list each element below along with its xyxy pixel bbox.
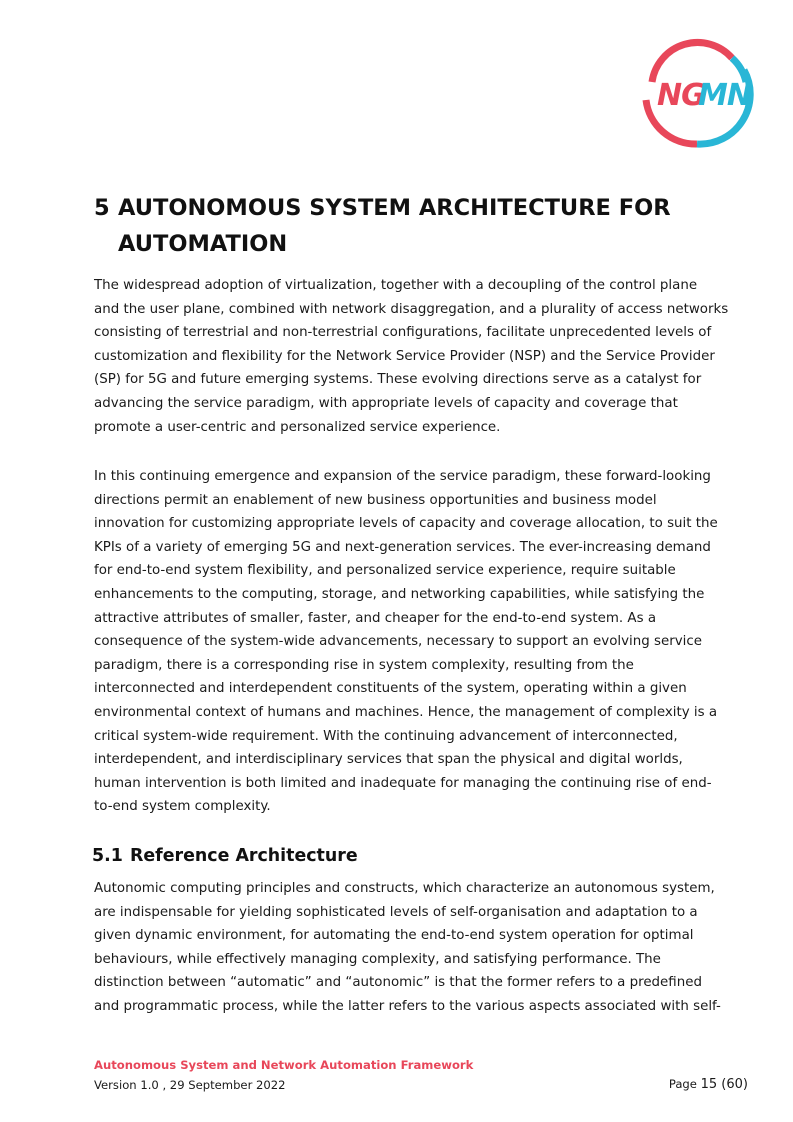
text-line: In this continuing emergence and expansion of the service paradigm, these forward-looking	[94, 469, 711, 484]
section-number: 5.1	[92, 846, 123, 866]
text-line: enhancements to the computing, storage, and networking capabilities, while satisfying the	[94, 586, 705, 602]
ngmn-logo	[634, 30, 760, 156]
text-line: distinction between “automatic” and “autonomic” is that the former refers to a predefined	[94, 975, 702, 991]
footer-page-number	[669, 1077, 748, 1092]
section-paragraph	[94, 877, 719, 1019]
text-line: customization and flexibility for the Network Service Provider (NSP) and the Service Provider	[94, 348, 715, 364]
text-line: interdependent, and interdisciplinary services that span the physical and digital worlds,	[94, 752, 683, 768]
chapter-title-line: AUTOMATION	[118, 231, 288, 257]
text-line: paradigm, there is a corresponding rise in system complexity, resulting from the	[94, 657, 634, 673]
text-line: (SP) for 5G and future emerging systems. These evolving directions serve as a catalyst for	[94, 372, 702, 388]
page-label: Page	[668, 1077, 697, 1091]
text-line: The widespread adoption of virtualization, together with a decoupling of the control plane	[94, 278, 698, 293]
text-line: attractive attributes of smaller, faster, and cheaper for the end-to-end system. As a	[94, 610, 657, 626]
text-line: Autonomic computing principles and constructs, which characterize an autonomous system,	[94, 881, 715, 896]
text-line: directions permit an enablement of new business opportunities and business model	[94, 492, 657, 508]
intro-paragraph-2	[94, 465, 719, 819]
svg-text:NG: NG	[657, 78, 705, 113]
text-line: given dynamic environment, for automating the end-to-end system operation for optimal	[94, 928, 694, 944]
text-line: innovation for customizing appropriate levels of capacity and coverage allocation, to suit the	[94, 516, 718, 532]
text-line: are indispensable for yielding sophisticated levels of self-organisation and adaptation to a	[94, 904, 698, 920]
text-line: human intervention is both limited and inadequate for managing the continuing rise of end-	[94, 775, 712, 791]
text-line: consequence of the system-wide advancements, necessary to support an evolving service	[94, 634, 702, 650]
text-line: promote a user-centric and personalized service experience.	[94, 419, 501, 435]
chapter-title-line: AUTONOMOUS SYSTEM ARCHITECTURE FOR	[118, 195, 671, 221]
text-line: and programmatic process, while the latter refers to the various aspects associated with self-	[94, 998, 721, 1014]
text-line: interconnected and interdependent constituents of the system, operating within a given	[94, 681, 687, 697]
ngmn-logo-graphic	[634, 30, 760, 156]
chapter-title	[118, 190, 671, 262]
text-line: and the user plane, combined with network disaggregation, and a plurality of access networks	[94, 301, 729, 317]
section-heading	[92, 843, 358, 869]
text-line: advancing the service paradigm, with appropriate levels of capacity and coverage that	[94, 395, 678, 411]
footer-document-title: Autonomous System and Network Automation Framework	[94, 1058, 474, 1072]
text-line: to-end system complexity.	[94, 799, 271, 815]
text-line: environmental context of humans and machines. Hence, the management of complexity is a	[94, 704, 718, 720]
text-line: for end-to-end system flexibility, and personalized service experience, require suitable	[94, 563, 676, 579]
intro-paragraph-1	[94, 274, 729, 439]
section-title: Reference Architecture	[130, 846, 358, 866]
footer-version: Version 1.0 , 29 September 2022	[94, 1078, 286, 1092]
chapter-number: 5	[94, 195, 110, 221]
text-line: KPIs of a variety of emerging 5G and next-generation services. The ever-increasing demand	[94, 539, 711, 555]
text-line: consisting of terrestrial and non-terrestrial configurations, facilitate unprecedented levels of	[94, 325, 712, 341]
svg-text:MN: MN	[698, 78, 751, 113]
page-number: 15 (60)	[700, 1077, 748, 1092]
text-line: critical system-wide requirement. With the continuing advancement of interconnected,	[94, 728, 678, 744]
chapter-heading	[94, 190, 734, 262]
text-line: behaviours, while effectively managing complexity, and satisfying performance. The	[94, 951, 661, 967]
